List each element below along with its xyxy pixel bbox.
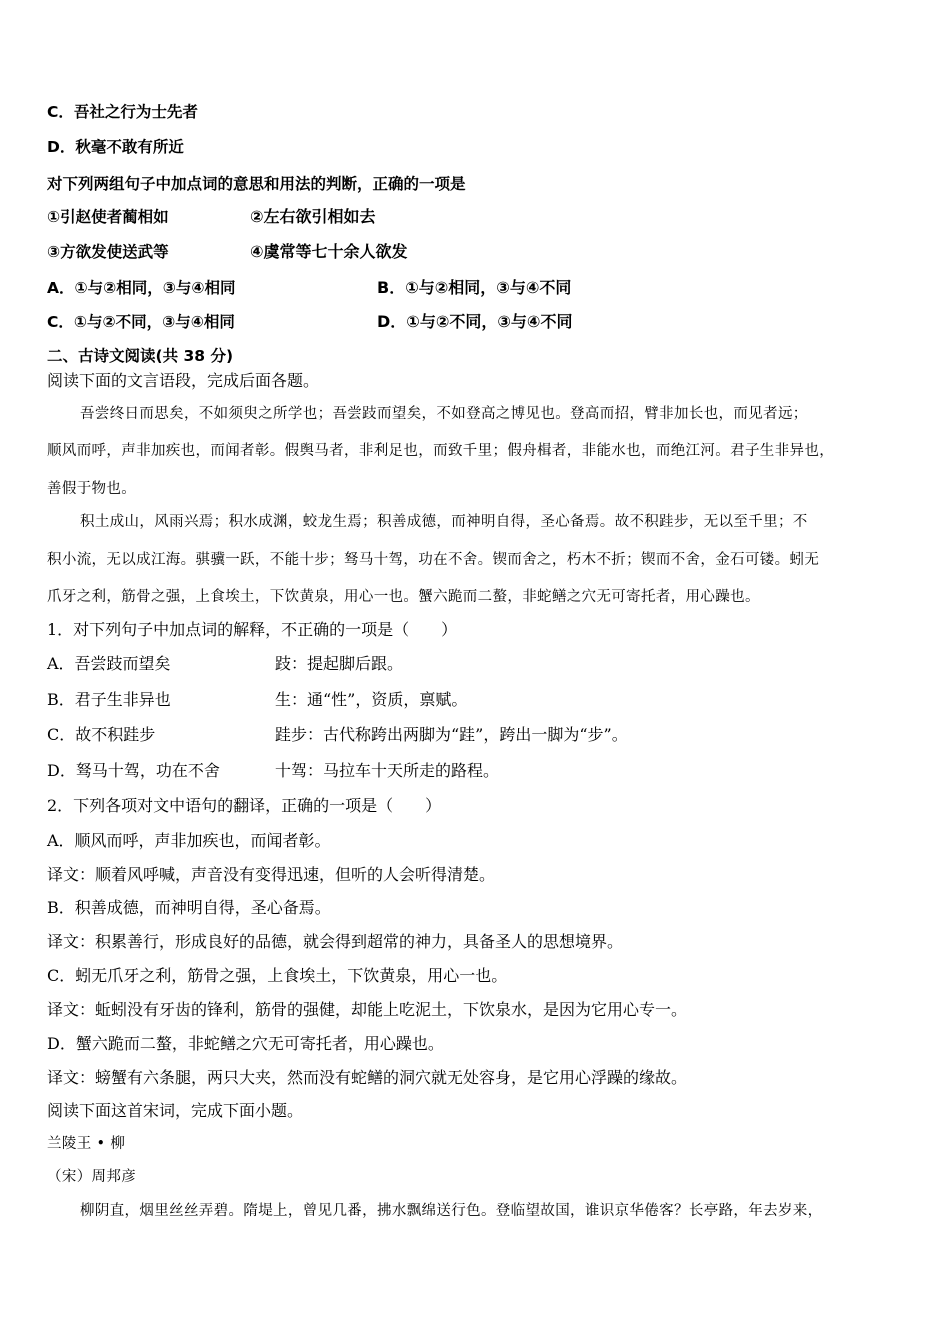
q2-option-a: A．顺风而呼，声非加疾也，而闻者彰。 [47,831,331,850]
q1-option-left: D．驽马十驾，功在不舍 [47,761,220,780]
option-b: B．①与②相同，③与④不同 [377,278,572,297]
q1-option-right: 十驾：马拉车十天所走的路程。 [275,761,500,780]
question-2-stem: 2．下列各项对文中语句的翻译，正确的一项是（ ） [47,796,442,815]
option-c-prev: C．吾社之行为士先者 [47,103,198,121]
section-intro: 阅读下面的文言语段，完成后面各题。 [47,371,320,390]
poem-intro: 阅读下面这首宋词，完成下面小题。 [47,1101,304,1120]
q2-translation-d: 译文：螃蟹有六条腿，两只大夹，然而没有蛇鳝的洞穴就无处容身，是它用心浮躁的缘故。 [47,1068,688,1087]
option-d-prev: D．秋毫不敢有所近 [47,138,184,156]
sentence-4: ④虞常等七十余人欲发 [250,242,408,261]
sentence-2: ②左右欲引相如去 [250,207,376,226]
q1-option-left: A．吾尝跂而望矣 [47,654,171,673]
passage-line: 爪牙之利，筋骨之强，上食埃土，下饮黄泉，用心一也。蟹六跪而二螯，非蛇鳝之穴无可寄托者，用心躁也。 [47,589,760,605]
q2-translation-b: 译文：积累善行，形成良好的品德，就会得到超常的神力，具备圣人的思想境界。 [47,932,624,951]
poem-author: （宋）周邦彦 [47,1169,137,1185]
q2-option-d: D．蟹六跪而二螯，非蛇鳝之穴无可寄托者，用心躁也。 [47,1034,444,1053]
q1-option-left: C．故不积跬步 [47,725,156,744]
q1-option-right: 跬步：古代称跨出两脚为“跬”，跨出一脚为“步”。 [275,725,628,744]
sentence-3: ③方欲发使送武等 [47,243,169,261]
question-1-stem: 1．对下列句子中加点词的解释，不正确的一项是（ ） [47,620,458,639]
passage-line: 善假于物也。 [47,481,137,497]
option-d: D．①与②不同，③与④不同 [377,312,573,331]
q1-option-left: B．君子生非异也 [47,690,171,709]
section-title: 二、古诗文阅读(共 38 分) [47,347,234,365]
q2-option-c: C．蚓无爪牙之利，筋骨之强，上食埃土，下饮黄泉，用心一也。 [47,966,508,985]
q2-translation-a: 译文：顺着风呼喊，声音没有变得迅速，但听的人会听得清楚。 [47,865,496,884]
sentence-1: ①引赵使者蔺相如 [47,208,169,226]
passage-line: 积小流，无以成江海。骐骥一跃，不能十步；驽马十驾，功在不舍。锲而舍之，朽木不折；锲而不舍，金石可镂。蚓无 [47,552,820,568]
option-c: C．①与②不同，③与④相同 [47,313,235,331]
poem-line: 柳阴直，烟里丝丝弄碧。隋堤上，曾见几番，拂水飘绵送行色。登临望故国，谁识京华倦客？长亭路，年去岁来， [80,1203,823,1219]
q1-option-right: 跂：提起脚后跟。 [275,654,404,673]
q2-translation-c: 译文：蚯蚓没有牙齿的锋利，筋骨的强健，却能上吃泥土，下饮泉水，是因为它用心专一。 [47,1000,688,1019]
poem-title: 兰陵王 • 柳 [47,1136,126,1152]
question-stem-yinfa: 对下列两组句子中加点词的意思和用法的判断，正确的一项是 [47,175,466,193]
q1-option-right: 生：通“性”，资质，禀赋。 [275,690,468,709]
passage-line: 顺风而呼，声非加疾也，而闻者彰。假舆马者，非利足也，而致千里；假舟楫者，非能水也，而绝江河。君子生非异也， [47,443,835,459]
option-a: A．①与②相同，③与④相同 [47,279,236,297]
passage-line: 吾尝终日而思矣，不如须臾之所学也；吾尝跂而望矣，不如登高之博见也。登高而招，臂非加长也，而见者远； [80,406,808,422]
passage-line: 积土成山，风雨兴焉；积水成渊，蛟龙生焉；积善成德，而神明自得，圣心备焉。故不积跬步，无以至千里；不 [80,514,808,530]
q2-option-b: B．积善成德，而神明自得，圣心备焉。 [47,898,331,917]
